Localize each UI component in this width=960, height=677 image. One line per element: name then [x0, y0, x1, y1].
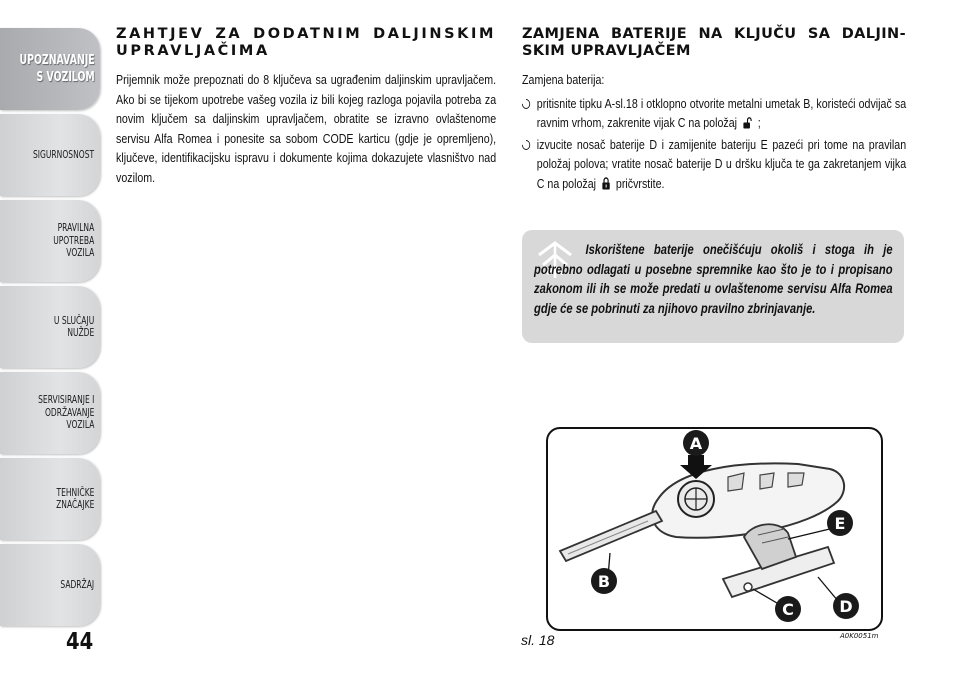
- tab-pravilna-upotreba-vozila[interactable]: [0, 200, 100, 282]
- unlocked-padlock-icon: [742, 117, 752, 129]
- tab-label: TEHNIČKE ZNAČAJKE: [55, 486, 95, 511]
- tab-label: SERVISIRANJE I ODRŽAVANJE VOZILA: [37, 394, 95, 432]
- label-c: [775, 596, 801, 622]
- bullet-icon: [520, 137, 532, 151]
- svg-text:C: C: [782, 600, 794, 619]
- section-title-additional-remotes: ZAHTJEV ZA DODATNIM DALJINSKIM UPRAVLJAČIMA: [116, 26, 496, 59]
- environmental-note: [522, 230, 904, 343]
- key-illustration: [548, 429, 881, 629]
- steps-intro: Zamjena baterija:: [522, 72, 605, 87]
- tab-tehnicke-znacajke[interactable]: [0, 458, 100, 540]
- page-number: 44: [66, 629, 94, 655]
- figure-code: A0K0051m: [840, 632, 879, 640]
- tab-label: SADRŽAJ: [60, 578, 95, 591]
- tab-u-slucaju-nuzde[interactable]: [0, 286, 100, 368]
- svg-text:D: D: [839, 597, 853, 616]
- step-text-end: ;: [757, 115, 761, 130]
- left-column: [116, 26, 496, 187]
- additional-remotes-paragraph: Prijemnik može prepoznati do 8 ključeva sa ugrađenim daljinskim upravljačem. Ako bi se tijekom upotrebe vašeg vozila iz bili kojeg razloga pojavila potreba za novim ključem sa daljinskim upravljačem, obratite se izravno ovlaštenome servisu Alfa Romea i ponesite sa sobom CODE karticu (gdje je opremljeno), ključeve, identifikacijsku ispravu i dokumente kojima dokazujete vlasništvo nad vozilom.: [116, 72, 497, 185]
- chapter-sidebar: [0, 0, 104, 677]
- steps-list: [522, 94, 906, 194]
- list-item: [522, 94, 906, 133]
- label-b: [591, 568, 617, 594]
- bullet-icon: [520, 96, 532, 110]
- svg-text:B: B: [597, 572, 611, 591]
- step-text: izvucite nosač baterije D i zamijenite bateriju E pazeći pri tome na pravilan položaj polova; vratite nosač baterije D u dršku ključa te ga zakretanjem vijka C na položaj: [536, 136, 907, 191]
- tab-label: U SLUČAJU NUŽDE: [53, 314, 95, 339]
- label-e: [827, 510, 853, 536]
- screw: [744, 583, 752, 591]
- figure-caption: sl. 18: [521, 632, 555, 648]
- step-text: pritisnite tipku A-sl.18 i otklopno otvorite metalni umetak B, koristeći odvijač sa ravnim vrhom, zakrenite vijak C na položaj: [536, 95, 907, 130]
- eco-note-text: Iskorištene baterije onečišćuju okoliš i stoga ih je potrebno odlagati u posebne spremnike kao što je to i propisano zakonom ili ih se može predati u ovlaštenome servisu Alfa Romea gdje će se pobrinuti za njihovo pravilno zbrinjavanje.: [534, 242, 893, 316]
- svg-text:A: A: [689, 434, 703, 453]
- tab-servisiranje-i-odrzavanje[interactable]: [0, 372, 100, 454]
- key-battery-figure: [546, 427, 883, 631]
- svg-text:E: E: [834, 514, 846, 533]
- label-a: [683, 430, 709, 456]
- tab-label: SIGURNOSNOST: [33, 148, 95, 161]
- tab-upoznavanje-s-vozilom[interactable]: [0, 28, 100, 110]
- step-text-end: pričvrstite.: [615, 175, 665, 191]
- list-item: [522, 135, 906, 194]
- tab-sadrzaj[interactable]: [0, 544, 100, 626]
- tab-sigurnosnost[interactable]: [0, 114, 100, 196]
- right-column: [522, 26, 906, 195]
- locked-padlock-icon: [601, 177, 610, 190]
- tab-label: PRAVILNA UPOTREBA VOZILA: [53, 222, 95, 260]
- label-d: [833, 593, 859, 619]
- tab-label: UPOZNAVANJE S VOZILOM: [19, 53, 95, 85]
- section-title-battery-replacement: ZAMJENA BATERIJE NA KLJUČU SA DALJIN-SKIM UPRAVLJAČEM: [522, 26, 906, 59]
- battery-steps-block: [522, 70, 906, 193]
